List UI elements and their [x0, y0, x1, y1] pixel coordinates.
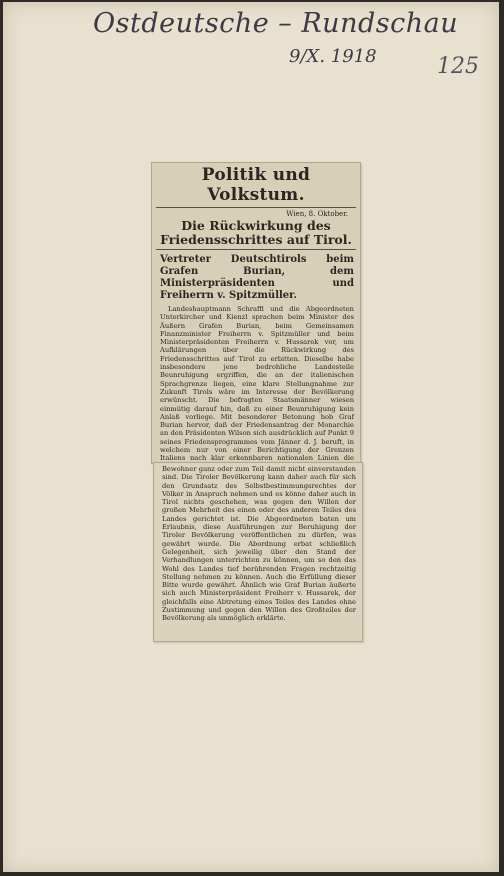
- article-dateline: Wien, 8. Oktober.: [286, 210, 348, 218]
- rubric-divider: [156, 207, 356, 208]
- archive-sheet: [3, 2, 499, 872]
- handwritten-source-note: Ostdeutsche – Rundschau: [93, 8, 459, 39]
- article-body-part2: Bewohner ganz oder zum Teil damit nicht einverstanden sind. Die Tiroler Bevölkerung kann daher auch für sich den Grundsatz des Selbstbestimmungsrechtes der Völker in Anspruch nehmen und es könne daher auch in Tirol nichts geschehen, was gegen den Willen der großen Mehrheit des einen oder des anderen Teiles des Landes gerichtet ist. Die Abgeordneten baten um Erlaubnis, diese Ausführungen zur Beruhigung der Tiroler Bevölkerung veröffentlichen zu dürfen, was gewährt wurde. Die Abordnung erbat schließlich Gelegenheit, sich jeweilig über den Stand der Verhandlungen unterrichten zu können, um so den das Wohl des Landes tief berührenden Fragen rechtzeitig Stellung nehmen zu können. Auch die Erfüllung dieser Bitte wurde gewährt. Ähnlich wie Graf Burian äußerte sich auch Ministerpräsident Freiherr v. Hussarek, der gleichfalls eine Abtretung eines Teiles des Landes ohne Zustimmung und gegen den Willen des Großteiles der Bevölkerung als unmöglich erklärte.: [162, 465, 356, 623]
- section-rubric: Politik und Volkstum.: [201, 165, 311, 205]
- newspaper-clipping-bottom: [153, 462, 363, 642]
- handwritten-date-note: 9/X. 1918: [289, 46, 377, 67]
- article-subheadline: Vertreter Deutschtirols beim Grafen Burian, dem Ministerpräsidenten und Freiherrn v. Spitzmüller.: [160, 254, 354, 301]
- article-body-part1: Landeshauptmann Schraffl und die Abgeordneten Unterkircher und Kienzl sprachen beim Minister des Äußern Grafen Burian, beim Gemeinsamen Finanzminister Freiherrn v. Spitzmüller und beim Ministerpräsidenten Freiherrn v. Hussarek vor, um Aufklärungen über die Rückwirkung des Friedensschrittes auf Tirol zu erbitten. Dieselbe habe insbesondere jene bedrohliche Landesteile Beunruhigung ergriffen, die an der italienischen Sprachgrenze liegen, eine klare Stellungnahme zur Zukunft Tirols wäre im Interesse der Bevölkerung erwünscht. Die befragten Staatsmänner wiesen einmütig darauf hin, daß zu einer Beunruhigung kein Anlaß vorliege. Mit besonderer Betonung hob Graf Burian hervor, daß der Friedensantrag der Monarchie an den Präsidenten Wilson sich ausdrücklich auf Punkt 9 seines Friedensprogrammes vom Jänner d. J. beruft, in welchem nur von einer Berichtigung der Grenzen Italiens nach klar erkennbaren nationalen Linien die: [160, 305, 354, 463]
- headline-divider: [156, 249, 356, 250]
- article-headline: Die Rückwirkung des Friedensschrittes auf Tirol.: [160, 218, 352, 247]
- newspaper-clipping-top: [151, 162, 361, 464]
- handwritten-number-note: 125: [437, 54, 479, 79]
